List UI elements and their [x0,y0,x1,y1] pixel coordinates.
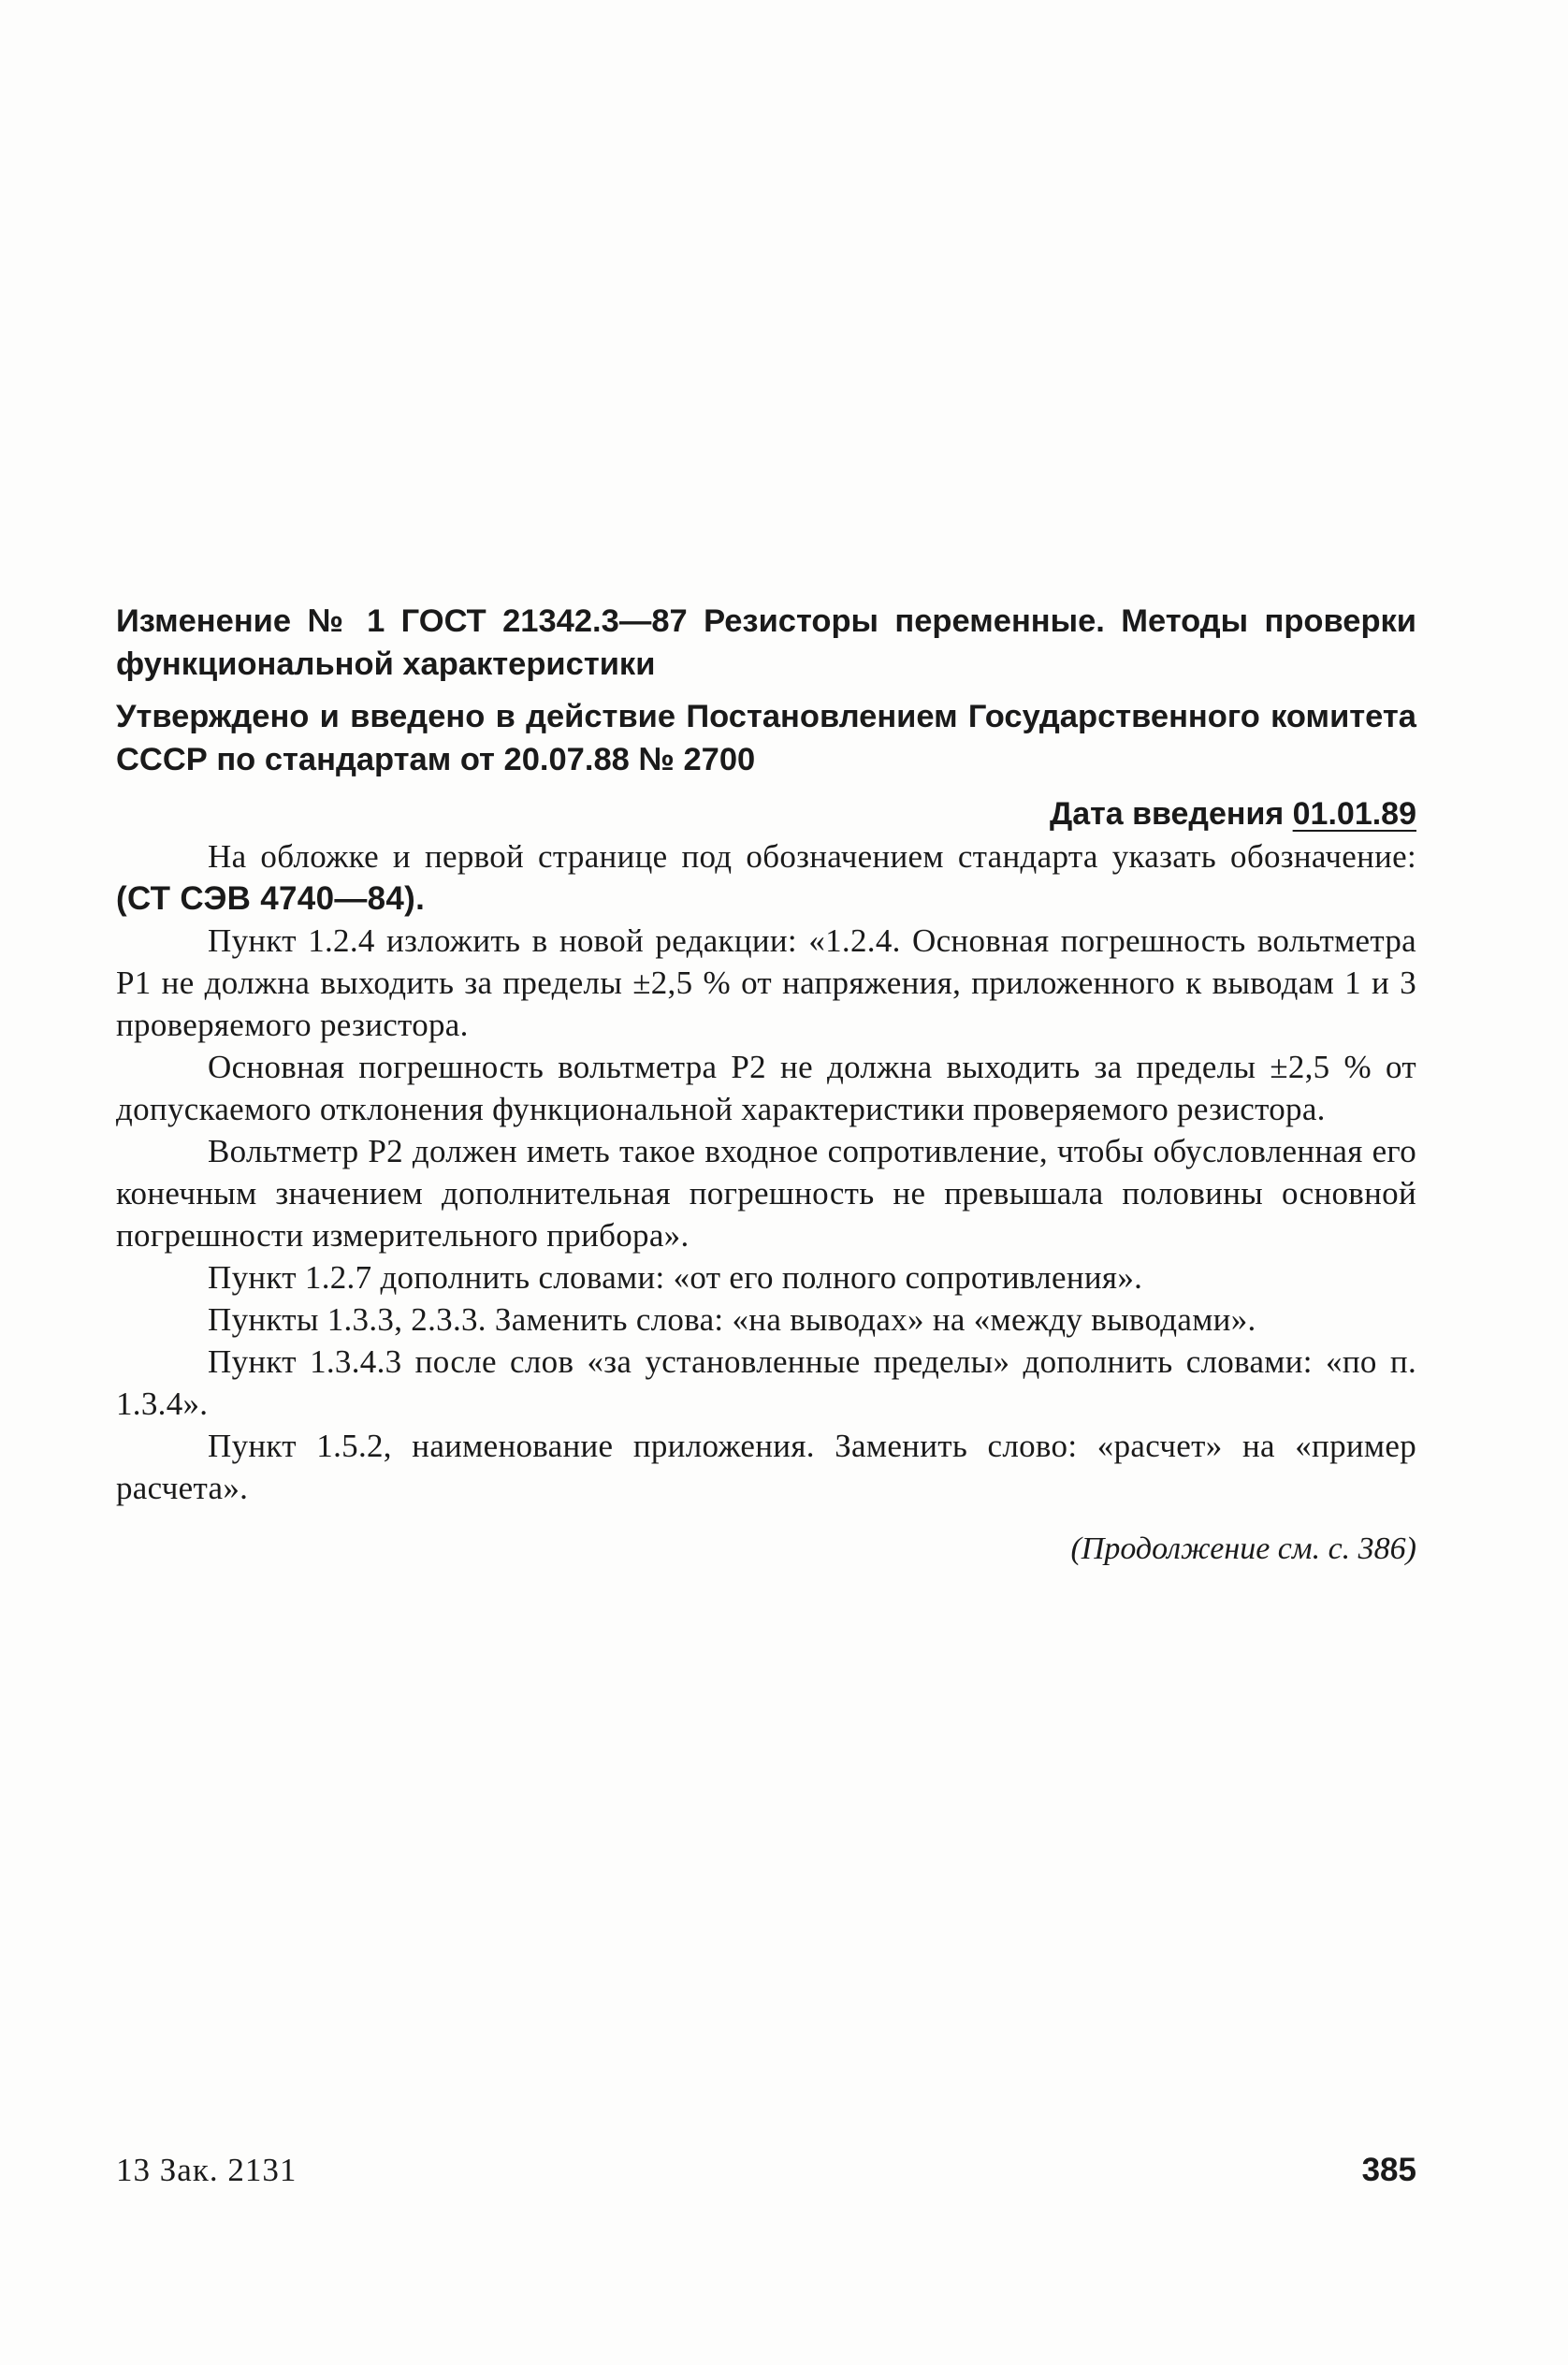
amendment-title: Изменение № 1 ГОСТ 21342.3—87 Резисторы переменные. Методы проверки функциональной характеристики [116,603,1416,682]
continued-note: (Продолжение см. с. 386) [1070,1531,1416,1566]
paragraph-voltmeter-p2-resistance: Вольтметр P2 должен иметь такое входное сопротивление, чтобы обусловленная его конечным значением дополнительная погрешность не превышала половины основной погрешности измерительного прибора». [116,1133,1416,1254]
paragraph-items-1-3-3: Пункты 1.3.3, 2.3.3. Заменить слова: «на выводах» на «между выводами». [208,1301,1256,1338]
paragraph-item-1-3-4-3: Пункт 1.3.4.3 после слов «за установленные пределы» дополнить словами: «по п. 1.3.4». [116,1343,1416,1422]
paragraph-item-1-2-4: Пункт 1.2.4 изложить в новой редакции: «1.2.4. Основная погрешность вольтметра P1 не должна выходить за пределы ±2,5 % от напряжения, приложенного к выводам 1 и 3 проверяемого резистора. [116,922,1416,1043]
footer-order-number: 13 Зак. 2131 [116,2152,298,2188]
cev-designation: (СТ СЭВ 4740—84). [116,880,426,917]
paragraph-item-1-2-7: Пункт 1.2.7 дополнить словами: «от его полного сопротивления». [208,1259,1143,1296]
paragraph-voltmeter-p2-error: Основная погрешность вольтметра P2 не должна выходить за пределы ±2,5 % от допускаемого отклонения функциональной характеристики проверяемого резистора. [116,1049,1416,1127]
paragraph-cover-designation-text: На обложке и первой странице под обозначением стандарта указать обозначение: [208,838,1416,875]
amendment-body [116,600,1416,1570]
paragraph-item-1-5-2: Пункт 1.5.2, наименование приложения. Заменить слово: «расчет» на «пример расчета». [116,1428,1416,1506]
effective-date-line [116,792,1416,835]
approval-statement: Утверждено и введено в действие Постановлением Государственного комитета СССР по стандартам от 20.07.88 № 2700 [116,699,1416,777]
page-number: 385 [1361,2152,1416,2188]
effective-date-value: 01.01.89 [1292,796,1416,832]
paragraph-cover-designation [116,835,1416,920]
effective-date-label: Дата введения [1050,796,1285,832]
